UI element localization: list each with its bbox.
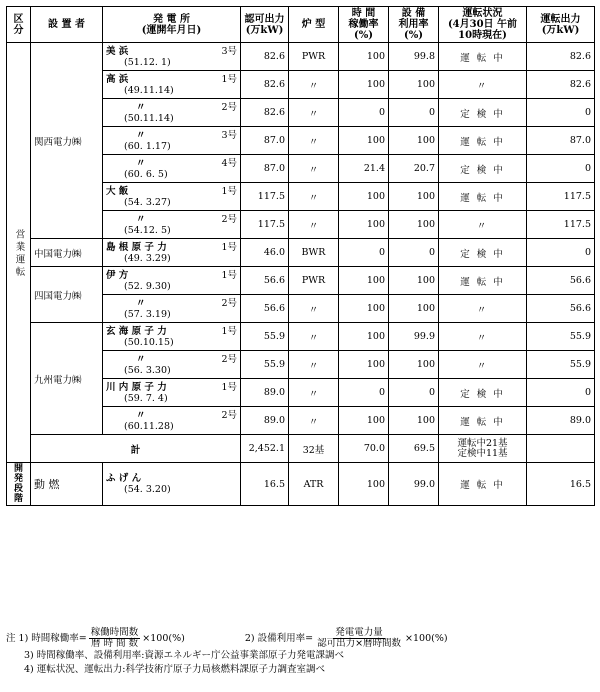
header-row — [7, 7, 595, 43]
cap-util-cell: 100 — [389, 267, 439, 295]
status-cell: 運 転 中 — [439, 183, 527, 211]
header-plant: 発 電 所 (運開年月日) — [103, 7, 241, 43]
reactor-cell: 〃 — [289, 127, 339, 155]
output-cell: 89.0 — [527, 407, 595, 435]
total-output — [527, 435, 595, 463]
output-cell: 56.6 — [527, 295, 595, 323]
table-row — [7, 323, 595, 351]
operator-kansai: 関西電力㈱ — [31, 43, 103, 239]
cap-util-cell: 100 — [389, 351, 439, 379]
header-time-util: 時 間 稼働率 (%) — [339, 7, 389, 43]
output-cell: 55.9 — [527, 323, 595, 351]
time-util-cell: 100 — [339, 323, 389, 351]
capacity-cell: 46.0 — [241, 239, 289, 267]
total-cap-util: 69.5 — [389, 435, 439, 463]
reactor-cell: BWR — [289, 239, 339, 267]
status-cell: 定 検 中 — [439, 155, 527, 183]
table-row — [7, 239, 595, 267]
status-cell: 運 転 中 — [439, 127, 527, 155]
capacity-cell: 117.5 — [241, 211, 289, 239]
table-row — [7, 267, 595, 295]
status-cell: 〃 — [439, 351, 527, 379]
status-cell: 〃 — [439, 295, 527, 323]
category-commercial: 営 業 運 転 — [7, 43, 31, 463]
output-cell: 0 — [527, 155, 595, 183]
operator-shikoku: 四国電力㈱ — [31, 267, 103, 323]
note-4: 4) 運転状況、運転出力:科学技術庁原子力局核燃料課原子力調査室調べ — [24, 664, 325, 675]
note-3: 3) 時間稼働率、設備利用率:資源エネルギー庁公益事業部原子力発電課調べ — [24, 650, 344, 661]
reactor-cell: 〃 — [289, 351, 339, 379]
capacity-cell: 55.9 — [241, 323, 289, 351]
plant-cell: 伊 方 1号 (52. 9.30) — [103, 267, 241, 295]
footnotes — [6, 628, 594, 677]
plant-cell: ふ げ ん (54. 3.20) — [103, 463, 241, 506]
reactor-cell: 〃 — [289, 71, 339, 99]
output-cell: 87.0 — [527, 127, 595, 155]
time-util-cell: 100 — [339, 211, 389, 239]
plant-cell: 島 根 原 子 力 1号 (49. 3.29) — [103, 239, 241, 267]
time-util-cell: 100 — [339, 295, 389, 323]
time-util-cell: 100 — [339, 351, 389, 379]
reactor-cell: PWR — [289, 267, 339, 295]
time-util-cell: 0 — [339, 239, 389, 267]
header-output: 運転出力 (万kW) — [527, 7, 595, 43]
capacity-cell: 16.5 — [241, 463, 289, 506]
output-cell: 56.6 — [527, 267, 595, 295]
capacity-cell: 89.0 — [241, 407, 289, 435]
output-cell: 82.6 — [527, 43, 595, 71]
time-util-cell: 100 — [339, 43, 389, 71]
cap-util-cell: 0 — [389, 99, 439, 127]
cap-util-cell: 100 — [389, 211, 439, 239]
reactor-cell: ATR — [289, 463, 339, 506]
total-status: 運転中21基 定検中11基 — [439, 435, 527, 463]
plant-cell: 〃 2号 (57. 3.19) — [103, 295, 241, 323]
capacity-cell: 87.0 — [241, 155, 289, 183]
status-cell: 定 検 中 — [439, 379, 527, 407]
operator-donen: 動 燃 — [31, 463, 103, 506]
plant-cell: 〃 3号 (60. 1.17) — [103, 127, 241, 155]
cap-util-cell: 0 — [389, 379, 439, 407]
cap-util-cell: 100 — [389, 295, 439, 323]
reactor-cell: 〃 — [289, 407, 339, 435]
total-label: 計 — [31, 435, 241, 463]
reactor-cell: 〃 — [289, 379, 339, 407]
output-cell: 55.9 — [527, 351, 595, 379]
reactor-cell: 〃 — [289, 155, 339, 183]
reactor-cell: 〃 — [289, 211, 339, 239]
status-cell: 運 転 中 — [439, 463, 527, 506]
capacity-cell: 56.6 — [241, 295, 289, 323]
fraction-cap-util: $\frac{\text{発電電力量}}{\text{認可出力×暦時間数}}$ — [317, 627, 402, 649]
cap-util-cell: 100 — [389, 127, 439, 155]
cap-util-cell: 99.0 — [389, 463, 439, 506]
capacity-cell: 56.6 — [241, 267, 289, 295]
time-util-cell: 100 — [339, 71, 389, 99]
output-cell: 82.6 — [527, 71, 595, 99]
plant-cell: 高 浜 1号 (49.11.14) — [103, 71, 241, 99]
status-cell: 定 検 中 — [439, 99, 527, 127]
cap-util-cell: 99.8 — [389, 43, 439, 71]
output-cell: 0 — [527, 239, 595, 267]
reactor-cell: PWR — [289, 43, 339, 71]
status-cell: 運 転 中 — [439, 267, 527, 295]
cap-util-cell: 100 — [389, 183, 439, 211]
cap-util-cell: 100 — [389, 407, 439, 435]
fraction-time-util: $\frac{\text{稼働時間数}}{\text{暦 時 間 数}}$ — [90, 627, 139, 649]
cap-util-cell: 0 — [389, 239, 439, 267]
cap-util-cell: 99.9 — [389, 323, 439, 351]
total-row — [7, 435, 595, 463]
time-util-cell: 100 — [339, 183, 389, 211]
operator-kyushu: 九州電力㈱ — [31, 323, 103, 435]
time-util-cell: 100 — [339, 463, 389, 506]
header-cap-util: 設 備 利用率 (%) — [389, 7, 439, 43]
category-dev: 開発段階 — [7, 463, 31, 506]
output-cell: 117.5 — [527, 211, 595, 239]
time-util-cell: 100 — [339, 407, 389, 435]
cap-util-cell: 100 — [389, 71, 439, 99]
reactor-cell: 〃 — [289, 295, 339, 323]
table-row — [7, 43, 595, 71]
status-cell: 運 転 中 — [439, 43, 527, 71]
plant-cell: 〃 2号 (50.11.14) — [103, 99, 241, 127]
capacity-cell: 55.9 — [241, 351, 289, 379]
plant-cell: 川 内 原 子 力 1号 (59. 7. 4) — [103, 379, 241, 407]
header-reactor: 炉 型 — [289, 7, 339, 43]
capacity-cell: 87.0 — [241, 127, 289, 155]
plant-cell: 〃 2号 (56. 3.30) — [103, 351, 241, 379]
status-cell: 〃 — [439, 211, 527, 239]
capacity-cell: 117.5 — [241, 183, 289, 211]
status-cell: 定 検 中 — [439, 239, 527, 267]
plant-cell: 美 浜 3号 (51.12. 1) — [103, 43, 241, 71]
time-util-cell: 100 — [339, 127, 389, 155]
output-cell: 16.5 — [527, 463, 595, 506]
time-util-cell: 100 — [339, 267, 389, 295]
dev-row — [7, 463, 595, 506]
time-util-cell: 0 — [339, 379, 389, 407]
header-status: 運転状況 (4月30日 午前10時現在) — [439, 7, 527, 43]
note-formulas: 注 1) 時間稼働率= $\frac{\text{稼働時間数}}{\text{暦 時 間 数}}$ ×100(%) 2) 設備利用率= $\frac{\text{発電電力量}}{\text{認可出力×暦時間数}}$ ×100(%) — [6, 627, 448, 649]
reactor-cell: 〃 — [289, 183, 339, 211]
time-util-cell: 0 — [339, 99, 389, 127]
total-capacity: 2,452.1 — [241, 435, 289, 463]
operator-chugoku: 中国電力㈱ — [31, 239, 103, 267]
output-cell: 0 — [527, 99, 595, 127]
header-capacity: 認可出力 (万kW) — [241, 7, 289, 43]
capacity-cell: 82.6 — [241, 99, 289, 127]
plant-cell: 大 飯 1号 (54. 3.27) — [103, 183, 241, 211]
plant-cell: 〃 2号 (60.11.28) — [103, 407, 241, 435]
plant-cell: 〃 2号 (54.12. 5) — [103, 211, 241, 239]
header-category: 区分 — [7, 7, 31, 43]
capacity-cell: 82.6 — [241, 71, 289, 99]
time-util-cell: 21.4 — [339, 155, 389, 183]
total-units: 32基 — [289, 435, 339, 463]
status-cell: 〃 — [439, 323, 527, 351]
reactor-cell: 〃 — [289, 99, 339, 127]
output-cell: 117.5 — [527, 183, 595, 211]
status-cell: 〃 — [439, 71, 527, 99]
output-cell: 0 — [527, 379, 595, 407]
header-operator: 設 置 者 — [31, 7, 103, 43]
nuclear-plant-table — [6, 6, 595, 506]
status-cell: 運 転 中 — [439, 407, 527, 435]
reactor-cell: 〃 — [289, 323, 339, 351]
plant-cell: 玄 海 原 子 力 1号 (50.10.15) — [103, 323, 241, 351]
capacity-cell: 82.6 — [241, 43, 289, 71]
capacity-cell: 89.0 — [241, 379, 289, 407]
cap-util-cell: 20.7 — [389, 155, 439, 183]
plant-cell: 〃 4号 (60. 6. 5) — [103, 155, 241, 183]
total-time-util: 70.0 — [339, 435, 389, 463]
